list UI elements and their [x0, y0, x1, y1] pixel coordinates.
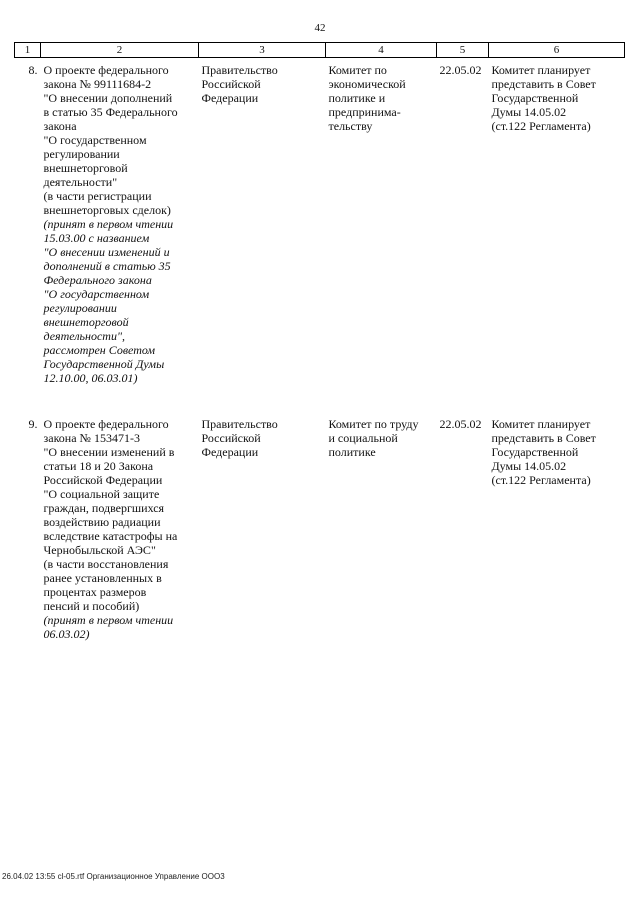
- text-line: Федерации: [201, 445, 259, 459]
- text-line: 15.03.00 с названием: [43, 231, 150, 245]
- text-line: 06.03.02): [43, 627, 90, 641]
- column-number: 3: [199, 43, 326, 58]
- text-line: внешнеторговой: [43, 161, 128, 175]
- committee: [326, 58, 437, 404]
- column-number: 2: [41, 43, 199, 58]
- text-line: Российской: [201, 431, 261, 445]
- text-line: внешнеторговых сделок): [43, 203, 171, 217]
- row-number: 8.: [28, 63, 38, 77]
- date: 22.05.02: [439, 63, 482, 77]
- text-line: Чернобыльской АЭС": [43, 543, 156, 557]
- text-line: "О социальной защите: [43, 487, 160, 501]
- text-line: рассмотрен Советом: [43, 343, 156, 357]
- text-line: Правительство: [201, 63, 278, 77]
- page-number: 42: [314, 22, 326, 34]
- text-line: закона: [43, 119, 77, 133]
- text-line: "О государственном: [43, 287, 150, 301]
- text-line: Думы 14.05.02: [491, 459, 567, 473]
- text-line: Комитет по труду: [328, 417, 419, 431]
- table-row: [15, 58, 625, 404]
- text-line: (в части регистрации: [43, 189, 152, 203]
- text-line: предпринима-: [328, 105, 401, 119]
- text-line: политике и: [328, 91, 386, 105]
- text-line: политике: [328, 445, 376, 459]
- text-line: закона № 153471-3: [43, 431, 140, 445]
- committee: [326, 403, 437, 641]
- text-line: Российской Федерации: [43, 473, 163, 487]
- text-line: экономической: [328, 77, 406, 91]
- initiator: [199, 58, 326, 404]
- text-line: деятельности",: [43, 329, 125, 343]
- text-line: О проекте федерального: [43, 417, 169, 431]
- bills-table: [14, 42, 625, 641]
- text-line: Думы 14.05.02: [491, 105, 567, 119]
- footer-print-line: 26.04.02 13:55 cl-05.rtf Организационное Управление ООО3: [2, 872, 225, 881]
- text-line: Государственной: [491, 445, 579, 459]
- column-number: 5: [437, 43, 489, 58]
- text-line: Комитет планирует: [491, 63, 591, 77]
- table-row: [15, 403, 625, 641]
- text-line: воздействию радиации: [43, 515, 161, 529]
- text-line: представить в Совет: [491, 431, 596, 445]
- text-line: Правительство: [201, 417, 278, 431]
- text-line: Государственной: [491, 91, 579, 105]
- text-line: (ст.122 Регламента): [491, 119, 591, 133]
- text-line: статьи 18 и 20 Закона: [43, 459, 154, 473]
- date: 22.05.02: [439, 417, 482, 431]
- text-line: "О внесении дополнений: [43, 91, 173, 105]
- text-line: пенсий и пособий): [43, 599, 140, 613]
- text-line: (в части восстановления: [43, 557, 169, 571]
- text-line: Федерации: [201, 91, 259, 105]
- text-line: (ст.122 Регламента): [491, 473, 591, 487]
- text-line: Федерального закона: [43, 273, 152, 287]
- row-number: 9.: [28, 417, 38, 431]
- text-line: граждан, подвергшихся: [43, 501, 165, 515]
- text-line: тельству: [328, 119, 373, 133]
- text-line: "О внесении изменений в: [43, 445, 175, 459]
- column-number: 4: [326, 43, 437, 58]
- text-line: Российской: [201, 77, 261, 91]
- text-line: 12.10.00, 06.03.01): [43, 371, 138, 385]
- bill-title: [41, 403, 199, 641]
- text-line: Комитет планирует: [491, 417, 591, 431]
- column-number-header: [15, 43, 625, 58]
- text-line: закона № 99111684-2: [43, 77, 152, 91]
- text-line: внешнеторговой: [43, 315, 129, 329]
- text-line: регулировании: [43, 301, 117, 315]
- text-line: вследствие катастрофы на: [43, 529, 178, 543]
- text-line: (принят в первом чтении: [43, 613, 174, 627]
- text-line: регулировании: [43, 147, 120, 161]
- text-line: "О государственном: [43, 133, 147, 147]
- text-line: деятельности": [43, 175, 118, 189]
- text-line: О проекте федерального: [43, 63, 169, 77]
- column-number: 6: [489, 43, 625, 58]
- text-line: (принят в первом чтении: [43, 217, 174, 231]
- text-line: "О внесении изменений и: [43, 245, 170, 259]
- note: [489, 403, 625, 641]
- text-line: дополнений в статью 35: [43, 259, 171, 273]
- text-line: ранее установленных в: [43, 571, 162, 585]
- text-line: представить в Совет: [491, 77, 596, 91]
- text-line: и социальной: [328, 431, 398, 445]
- initiator: [199, 403, 326, 641]
- note: [489, 58, 625, 404]
- text-line: процентах размеров: [43, 585, 147, 599]
- text-line: Государственной Думы: [43, 357, 165, 371]
- column-number: 1: [15, 43, 41, 58]
- text-line: Комитет по: [328, 63, 387, 77]
- bill-title: [41, 58, 199, 404]
- text-line: в статью 35 Федерального: [43, 105, 178, 119]
